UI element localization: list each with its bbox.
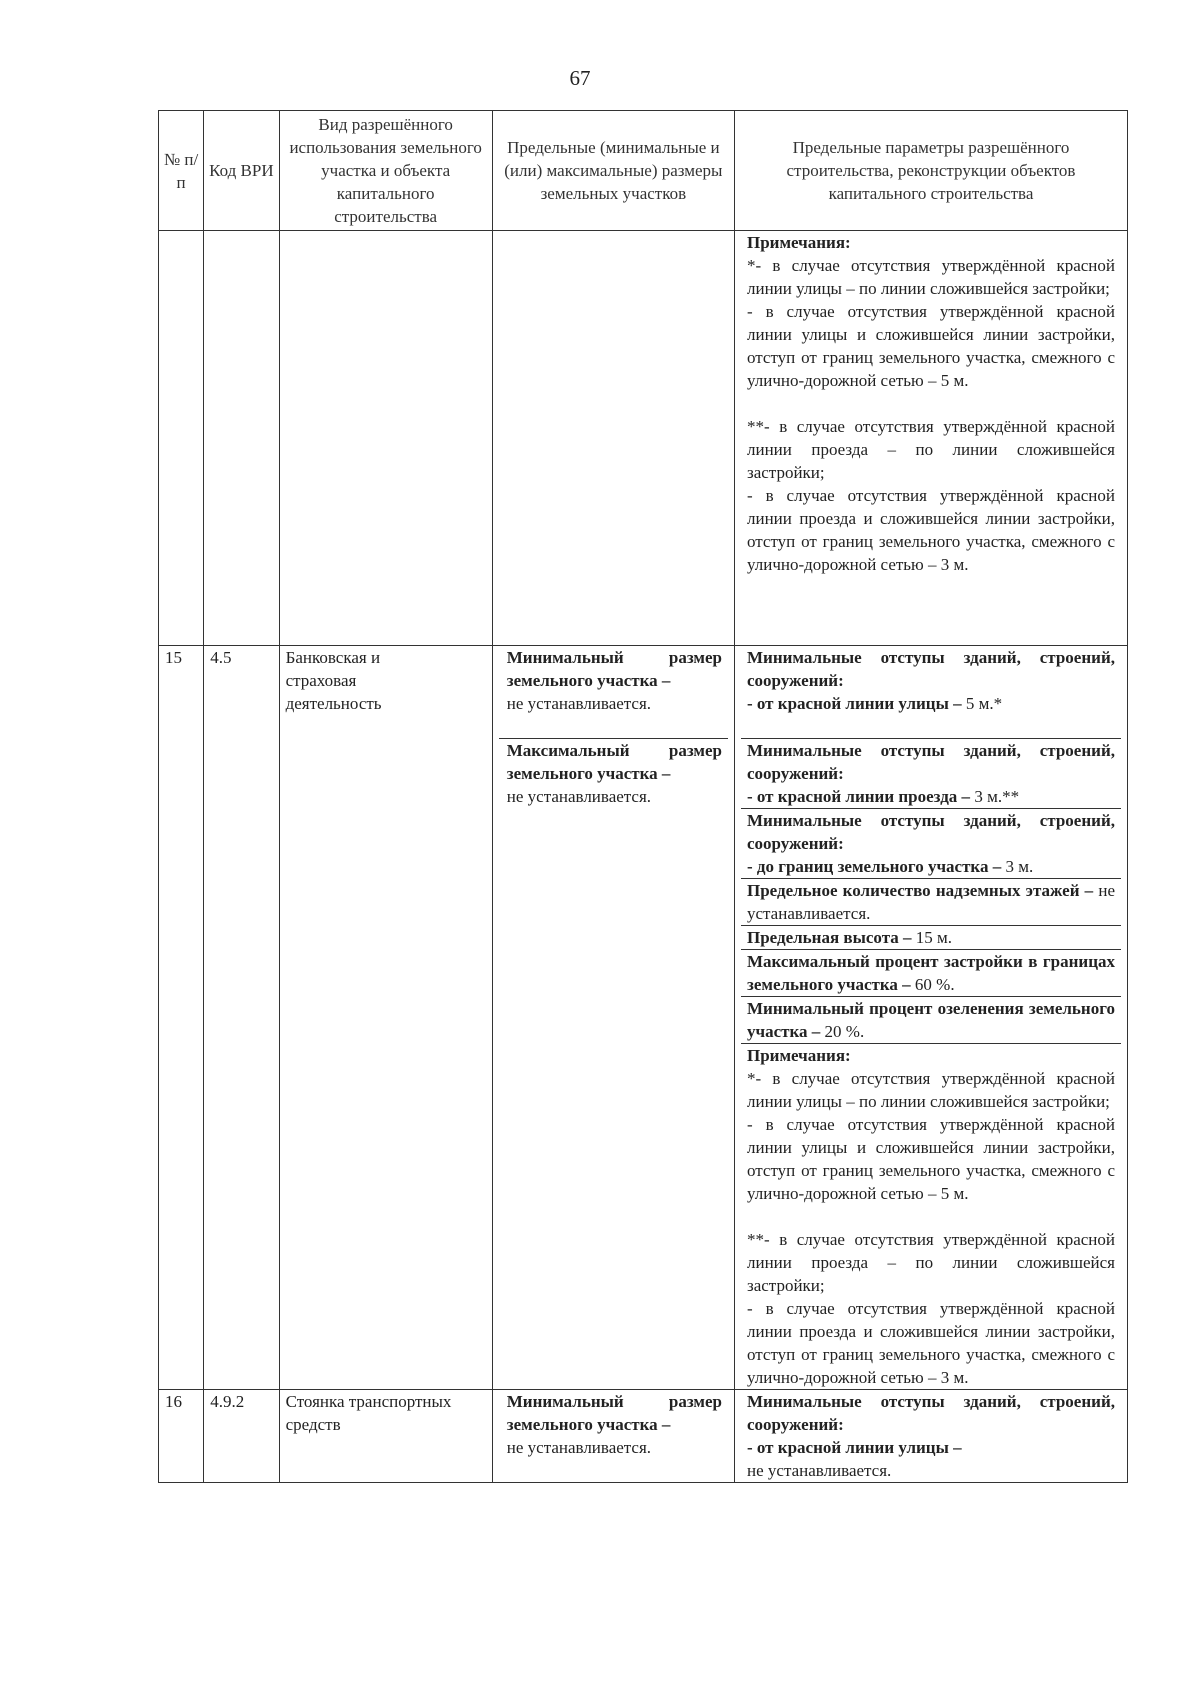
row15-p3-title: Минимальные отступы зданий, строений, сооружений: [747, 811, 1115, 853]
row15-notes [741, 1043, 1121, 1389]
note-title: Примечания: [747, 233, 851, 252]
header-num: № п/п [159, 111, 204, 231]
note-line: - в случае отсутствия утверждённой красной линии улицы и сложившейся линии застройки, отступ от границ земельного участка, смежного с улично-дорожной сетью – 5 м. [747, 302, 1115, 390]
row15-min-size [499, 646, 728, 738]
note-line: - в случае отсутствия утверждённой красной линии проезда и сложившейся линии застройки, отступ от границ земельного участка, смежного с улично-дорожной сетью – 3 м. [747, 486, 1115, 574]
note-line: **- в случае отсутствия утверждённой красной линии проезда – по линии сложившейся застройки; [747, 417, 1115, 482]
row15-param-2 [741, 738, 1121, 808]
row15-min-size-value: не устанавливается. [506, 694, 652, 713]
row16-num: 16 [159, 1390, 204, 1483]
header-code: Код ВРИ [204, 111, 279, 231]
row16-min-size [499, 1390, 728, 1459]
row15-param-6 [741, 949, 1121, 996]
row15-param-1 [741, 646, 1121, 738]
row16-param-1 [741, 1390, 1121, 1482]
row15-p1-title: Минимальные отступы зданий, строений, сооружений: [747, 648, 1115, 690]
row15-p1-value-bold: - от красной линии улицы – [747, 694, 962, 713]
header-use: Вид разрешённого использования земельного участка и объекта капитального строительства [279, 111, 492, 231]
cont-notes [741, 231, 1121, 576]
row16-sizes [492, 1390, 734, 1483]
row16-min-size-value: не устанавливается. [506, 1438, 652, 1457]
row15-name [279, 646, 492, 1390]
note-title: Примечания: [747, 1046, 851, 1065]
note-line: *- в случае отсутствия утверждённой красной линии улицы – по линии сложившейся застройки; [747, 1069, 1115, 1111]
table-row-16 [159, 1390, 1128, 1483]
row15-p3-value: 3 м. [1001, 857, 1034, 876]
table-row-continuation [159, 231, 1128, 646]
row15-p2-title: Минимальные отступы зданий, строений, сооружений: [747, 741, 1115, 783]
row15-param-5 [741, 925, 1121, 949]
row15-min-size-title: Минимальный размер земельного участка – [506, 648, 722, 690]
row15-max-size [499, 738, 728, 808]
header-row [159, 111, 1128, 231]
row16-name: Стоянка транспортных средств [279, 1390, 492, 1483]
cont-num [159, 231, 204, 646]
row15-p6-value: 60 %. [910, 975, 955, 994]
row15-max-size-title: Максимальный размер земельного участка – [506, 741, 722, 783]
table-row-15 [159, 646, 1128, 1390]
row15-params [735, 646, 1128, 1390]
cont-size [492, 231, 734, 646]
page-number: 67 [569, 66, 591, 90]
zoning-table [158, 110, 1128, 1483]
cont-code [204, 231, 279, 646]
row15-p7-bold: Минимальный процент озеленения земельного участка – [747, 999, 1115, 1041]
row16-p1-value: не устанавливается. [747, 1461, 892, 1480]
row15-num: 15 [159, 646, 204, 1390]
row15-p7-value: 20 %. [820, 1022, 865, 1041]
row15-param-4 [741, 878, 1121, 925]
row15-p2-value: 3 м.** [970, 787, 1020, 806]
row15-p2-value-bold: - от красной линии проезда – [747, 787, 971, 806]
note-line: - в случае отсутствия утверждённой красной линии улицы и сложившейся линии застройки, отступ от границ земельного участка, смежного с улично-дорожной сетью – 5 м. [747, 1115, 1115, 1203]
row16-p1-title: Минимальные отступы зданий, строений, сооружений: [747, 1392, 1115, 1434]
row16-min-size-title: Минимальный размер земельного участка – [506, 1392, 722, 1434]
row15-p3-value-bold: - до границ земельного участка – [747, 857, 1002, 876]
row16-params [735, 1390, 1128, 1483]
row15-code: 4.5 [204, 646, 279, 1390]
note-line: **- в случае отсутствия утверждённой красной линии проезда – по линии сложившейся застройки; [747, 1230, 1115, 1295]
row15-p6-bold: Максимальный процент застройки в границах земельного участка – [747, 952, 1115, 994]
row15-p4-bold: Предельное количество надземных этажей – [747, 881, 1094, 900]
row15-p5-bold: Предельная высота – [747, 928, 912, 947]
row15-p5-value: 15 м. [911, 928, 953, 947]
row15-name-text: Банковская и страховая деятельность [285, 648, 382, 713]
row15-p1-value: 5 м.* [961, 694, 1003, 713]
note-line: *- в случае отсутствия утверждённой красной линии улицы – по линии сложившейся застройки; [747, 256, 1115, 298]
header-params: Предельные параметры разрешённого строительства, реконструкции объектов капитального строительства [735, 111, 1128, 231]
header-size: Предельные (минимальные и (или) максимальные) размеры земельных участков [492, 111, 734, 231]
row15-param-3 [741, 808, 1121, 878]
row15-param-7 [741, 996, 1121, 1043]
row15-p4-value: не устанавливается. [747, 881, 1115, 923]
cont-params [735, 231, 1128, 646]
row15-sizes [492, 646, 734, 1390]
row15-max-size-value: не устанавливается. [506, 787, 652, 806]
cont-name [279, 231, 492, 646]
note-line: - в случае отсутствия утверждённой красной линии проезда и сложившейся линии застройки, отступ от границ земельного участка, смежного с улично-дорожной сетью – 3 м. [747, 1299, 1115, 1387]
row16-p1-value-bold: - от красной линии улицы – [747, 1438, 962, 1457]
row16-code: 4.9.2 [204, 1390, 279, 1483]
